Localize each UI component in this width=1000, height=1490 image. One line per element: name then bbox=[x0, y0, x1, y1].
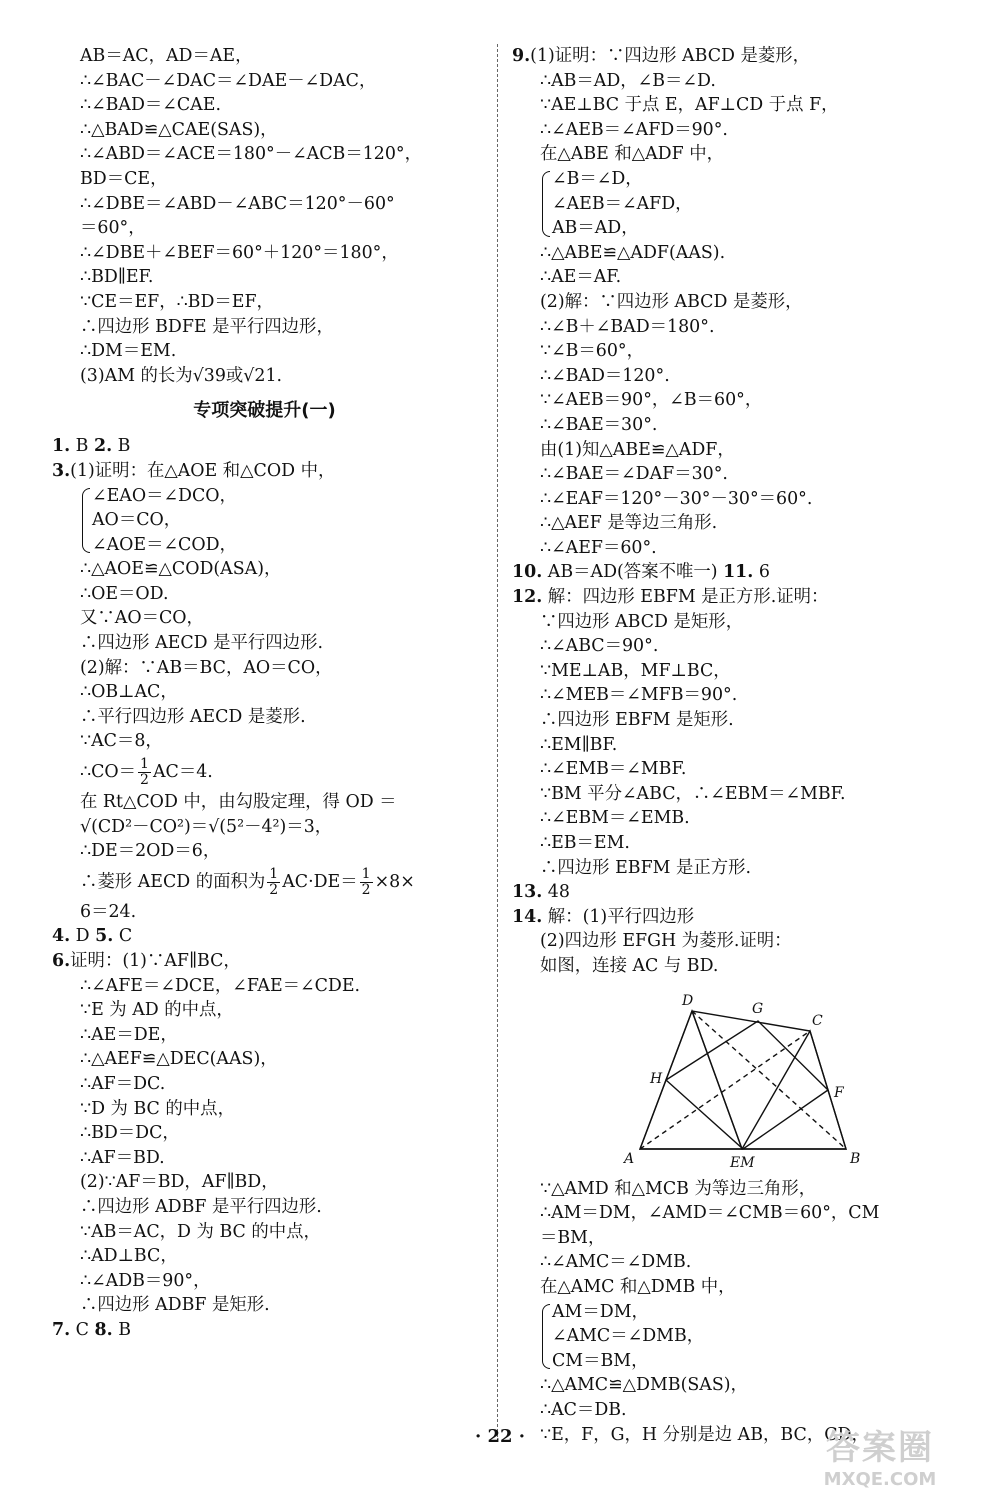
text-line bbox=[512, 683, 952, 708]
text-line bbox=[512, 610, 952, 635]
text-line bbox=[52, 1023, 477, 1048]
line-text: ∴∠DBE＝∠ABD－∠ABC＝120°－60° bbox=[80, 193, 395, 214]
column-divider bbox=[497, 44, 498, 1442]
text-line bbox=[512, 536, 952, 561]
text-line bbox=[512, 1275, 952, 1300]
line-text: ∵D 为 BC 的中点， bbox=[80, 1098, 235, 1119]
problem-number: 12. bbox=[512, 587, 543, 608]
problem-number: 5. bbox=[95, 926, 114, 947]
line-text: D bbox=[70, 926, 96, 947]
problem-number: 10. bbox=[512, 562, 543, 583]
problem-number: 13. bbox=[512, 882, 543, 903]
line-text: ＝60°， bbox=[80, 218, 146, 239]
text-line bbox=[512, 462, 952, 487]
left-column bbox=[52, 44, 477, 1343]
watermark-url: MXQE.COM bbox=[823, 1469, 937, 1490]
line-text: 又∵AO＝CO， bbox=[80, 608, 204, 629]
quadrilateral-efgh bbox=[666, 1021, 828, 1149]
fraction bbox=[267, 867, 280, 898]
line-text: ∴四边形 EBFM 是矩形. bbox=[540, 710, 734, 731]
line-text: ∴∠EBM＝∠EMB. bbox=[540, 808, 690, 829]
text-line bbox=[52, 1121, 477, 1146]
fraction-suffix: ×8× bbox=[374, 871, 415, 892]
line-text: ∴AE＝AF. bbox=[540, 267, 622, 288]
text-line bbox=[512, 1201, 952, 1226]
text-line bbox=[512, 265, 952, 290]
text-line bbox=[512, 585, 952, 610]
text-line bbox=[52, 1195, 477, 1220]
text-line bbox=[52, 1220, 477, 1245]
line-text: 在△ABE 和△ADF 中， bbox=[540, 144, 724, 165]
text-line bbox=[512, 560, 952, 585]
system-line: ∠AOE＝∠COD， bbox=[92, 534, 237, 555]
text-line bbox=[52, 290, 477, 315]
line-text: ∵BM 平分∠ABC，∴∠EBM＝∠MBF. bbox=[540, 783, 846, 804]
line-text: ∵∠B＝60°， bbox=[540, 341, 645, 362]
text-line bbox=[512, 388, 952, 413]
text-line bbox=[52, 315, 477, 340]
label-g: G bbox=[752, 1000, 764, 1017]
line-text: ∴∠BAD＝120°. bbox=[540, 365, 670, 386]
line-text: ∴平行四边形 AECD 是菱形. bbox=[80, 706, 306, 727]
problem-number: 6. bbox=[52, 951, 71, 971]
line-text: ∵AC＝8， bbox=[80, 731, 163, 752]
line-text: ∴∠EAF＝120°－30°－30°＝60°. bbox=[540, 488, 813, 509]
text-line bbox=[52, 1072, 477, 1097]
line-text: 6＝24. bbox=[80, 901, 137, 922]
system-line: AB＝AD， bbox=[552, 218, 639, 239]
problem-number: 7. bbox=[52, 1319, 71, 1340]
text-line bbox=[52, 582, 477, 607]
line-text: (2)四边形 EFGH 为菱形.证明： bbox=[540, 931, 792, 952]
line-text: 6 bbox=[753, 562, 770, 583]
line-text: ∴四边形 EBFM 是正方形. bbox=[540, 857, 752, 878]
line-text: B bbox=[112, 436, 131, 457]
fraction-denominator: 2 bbox=[269, 881, 279, 898]
label-d: D bbox=[682, 992, 694, 1009]
line-text: ∴△AEF 是等边三角形. bbox=[540, 513, 718, 534]
line-text: ∴△AMC≌△DMB(SAS)， bbox=[540, 1375, 748, 1396]
text-line bbox=[512, 315, 952, 340]
text-line bbox=[52, 998, 477, 1023]
text-line bbox=[52, 192, 477, 217]
text-line bbox=[52, 729, 477, 754]
text-line bbox=[52, 1097, 477, 1122]
line-text: 48 bbox=[542, 882, 570, 903]
diagonal-ac bbox=[640, 1031, 810, 1149]
text-line bbox=[52, 680, 477, 705]
text-line bbox=[512, 1398, 952, 1423]
line-text: ∴EM∥BF. bbox=[540, 734, 618, 755]
line-text: ∴四边形 ADBF 是平行四边形. bbox=[80, 1196, 322, 1217]
text-line bbox=[52, 1047, 477, 1072]
text-line bbox=[512, 413, 952, 438]
fraction-numerator: 1 bbox=[361, 865, 371, 882]
line-text: ∴△AEF≌△DEC(AAS)， bbox=[80, 1049, 278, 1070]
line-text: 由(1)知△ABE≌△ADF， bbox=[540, 439, 735, 460]
line-text: ∵E 为 AD 的中点， bbox=[80, 1000, 234, 1021]
line-text: ∴△ABE≌△ADF(AAS). bbox=[540, 242, 726, 263]
text-line bbox=[512, 487, 952, 512]
line-text: ∵CE＝EF，∴BD＝EF， bbox=[80, 291, 274, 312]
label-b: B bbox=[850, 1150, 861, 1167]
line-text: ∴OE＝OD. bbox=[80, 583, 169, 604]
text-line bbox=[512, 806, 952, 831]
line-text: ∴△BAD≌△CAE(SAS)， bbox=[80, 119, 278, 140]
text-line bbox=[52, 656, 477, 681]
text-line bbox=[512, 856, 952, 881]
line-text: ∴AM＝DM，∠AMD＝∠CMB＝60°，CM bbox=[540, 1203, 880, 1224]
fraction-prefix: ∴菱形 AECD 的面积为 bbox=[80, 871, 266, 892]
line-text: ∴∠AFE＝∠DCE，∠FAE＝∠CDE. bbox=[80, 975, 361, 996]
label-a: A bbox=[624, 1150, 635, 1167]
figure-container bbox=[512, 979, 952, 1177]
text-line bbox=[52, 142, 477, 167]
text-line bbox=[52, 900, 477, 925]
line-text: ∴∠DBE＋∠BEF＝60°＋120°＝180°， bbox=[80, 242, 399, 263]
text-line bbox=[512, 511, 952, 536]
text-line bbox=[512, 44, 952, 69]
line-text: ∴DM＝EM. bbox=[80, 341, 177, 362]
line-text: ∴∠ABD＝∠ACE＝180°－∠ACB＝120°， bbox=[80, 144, 422, 165]
text-line bbox=[512, 69, 952, 94]
line-text: ∵△AMD 和△MCB 为等边三角形， bbox=[540, 1178, 817, 1199]
text-line bbox=[52, 1170, 477, 1195]
text-line bbox=[512, 290, 952, 315]
text-line bbox=[52, 364, 477, 389]
text-line bbox=[52, 459, 477, 484]
text-line bbox=[52, 974, 477, 999]
text-line bbox=[512, 708, 952, 733]
text-line bbox=[512, 438, 952, 463]
text-line bbox=[512, 880, 952, 905]
line-text: ∴BD∥EF. bbox=[80, 267, 154, 288]
line-text: ∵ME⊥AB，MF⊥BC， bbox=[540, 660, 731, 681]
label-em: EM bbox=[730, 1154, 755, 1171]
text-line bbox=[512, 634, 952, 659]
system-line: AM＝DM， bbox=[552, 1301, 649, 1322]
line-text: ∴∠ADB＝90°， bbox=[80, 1270, 211, 1291]
line-text: ∵∠AEB＝90°，∠B＝60°， bbox=[540, 390, 763, 411]
text-line bbox=[512, 782, 952, 807]
line-text: (3)AM 的长为√39或√21. bbox=[80, 365, 283, 386]
text-line bbox=[52, 557, 477, 582]
label-h: H bbox=[650, 1070, 663, 1087]
problem-number: 2. bbox=[94, 436, 113, 457]
line-text: (1)证明：∵四边形 ABCD 是菱形， bbox=[530, 46, 811, 66]
text-line bbox=[512, 905, 952, 930]
watermark bbox=[780, 1420, 980, 1490]
text-line bbox=[52, 1318, 477, 1343]
system-line: AO＝CO， bbox=[92, 510, 182, 531]
page-number: · 22 · bbox=[474, 1426, 526, 1447]
line-text: ∴∠B＋∠BAD＝180°. bbox=[540, 316, 715, 337]
text-line bbox=[52, 705, 477, 730]
line-text: ∴四边形 AECD 是平行四边形. bbox=[80, 633, 323, 654]
section-heading: 专项突破提升(一) bbox=[193, 400, 336, 422]
fraction bbox=[360, 867, 373, 898]
right-column bbox=[512, 44, 952, 1447]
text-line bbox=[52, 216, 477, 241]
line-text: ∴EB＝EM. bbox=[540, 833, 630, 853]
text-line bbox=[52, 1244, 477, 1269]
problem-number: 8. bbox=[94, 1319, 113, 1340]
text-line bbox=[512, 929, 952, 954]
text-line bbox=[512, 954, 952, 979]
line-text: ∵AB＝AC，D 为 BC 的中点， bbox=[80, 1221, 321, 1242]
line-text: ∴∠AEB＝∠AFD＝90°. bbox=[540, 119, 728, 140]
line-text: √(CD²－CO²)＝√(5²－4²)＝3， bbox=[80, 816, 333, 837]
text-line bbox=[52, 924, 477, 949]
line-text: BD＝CE， bbox=[80, 168, 168, 189]
text-line bbox=[512, 118, 952, 143]
text-line bbox=[52, 606, 477, 631]
line-text: ∴四边形 BDFE 是平行四边形， bbox=[80, 316, 334, 337]
line-text: ∴∠EMB＝∠MBF. bbox=[540, 759, 687, 780]
text-line bbox=[512, 831, 952, 856]
system-line: ∠AEB＝∠AFD， bbox=[552, 193, 693, 214]
label-c: C bbox=[812, 1012, 823, 1029]
text-line bbox=[512, 339, 952, 364]
line-text: ∴∠BAC－∠DAC＝∠DAE－∠DAC， bbox=[80, 70, 377, 91]
line-text: ∴AC＝DB. bbox=[540, 1399, 627, 1420]
text-line bbox=[512, 364, 952, 389]
text-line bbox=[52, 118, 477, 143]
line-text: B bbox=[112, 1319, 131, 1340]
text-line bbox=[52, 790, 477, 815]
problem-number: 11. bbox=[723, 562, 754, 583]
line-text: 在△AMC 和△DMB 中， bbox=[540, 1276, 736, 1297]
line-text: 在 Rt△COD 中，由勾股定理，得 OD ＝ bbox=[80, 792, 397, 813]
line-text: ＝BM， bbox=[540, 1227, 606, 1248]
text-line bbox=[512, 142, 952, 167]
problem-number: 1. bbox=[52, 436, 71, 457]
line-text: 如图，连接 AC 与 BD. bbox=[540, 955, 719, 976]
line-text: ∵四边形 ABCD 是矩形， bbox=[540, 611, 744, 632]
text-line-fraction bbox=[52, 754, 477, 790]
line-text: ∴DE＝2OD＝6， bbox=[80, 841, 221, 862]
text-line bbox=[52, 1269, 477, 1294]
line-text: AB＝AD(答案不唯一) bbox=[542, 562, 724, 583]
text-line bbox=[52, 839, 477, 864]
line-text: ∴AB＝AD，∠B＝∠D. bbox=[540, 70, 716, 91]
text-line bbox=[52, 265, 477, 290]
line-text: ∴∠BAE＝30°. bbox=[540, 414, 658, 435]
line-text: ∴∠AMC＝∠DMB. bbox=[540, 1252, 692, 1273]
line-text: (2)解：∵AB＝BC，AO＝CO， bbox=[80, 657, 333, 678]
text-line bbox=[52, 69, 477, 94]
line-text: 解：四边形 EBFM 是正方形.证明： bbox=[542, 587, 829, 608]
text-line bbox=[512, 1373, 952, 1398]
problem-number: 4. bbox=[52, 926, 71, 947]
text-line bbox=[52, 815, 477, 840]
geometry-figure bbox=[622, 979, 862, 1171]
text-line bbox=[512, 1226, 952, 1251]
triangle-mcb bbox=[742, 1031, 846, 1149]
line-text: C bbox=[113, 926, 133, 947]
text-line bbox=[52, 1146, 477, 1171]
text-line bbox=[52, 434, 477, 459]
fraction-prefix: ∴CO＝ bbox=[80, 762, 137, 783]
line-text: B bbox=[70, 436, 94, 457]
text-line bbox=[512, 1250, 952, 1275]
fraction bbox=[138, 757, 151, 788]
line-text: ∴AD⊥BC， bbox=[80, 1246, 178, 1267]
equation-system bbox=[512, 1300, 952, 1374]
line-text: ∴四边形 ADBF 是矩形. bbox=[80, 1295, 270, 1316]
line-text: C bbox=[70, 1319, 95, 1340]
line-text: 解：(1)平行四边形 bbox=[542, 906, 695, 927]
line-text: ∴∠BAE＝∠DAF＝30°. bbox=[540, 464, 728, 485]
line-text: (2)解：∵四边形 ABCD 是菱形， bbox=[540, 291, 803, 312]
fraction-numerator: 1 bbox=[269, 865, 279, 882]
text-line-fraction bbox=[52, 864, 477, 900]
text-line bbox=[52, 339, 477, 364]
watermark-logo: 答案圈 bbox=[826, 1428, 934, 1468]
system-line: ∠AMC＝∠DMB， bbox=[552, 1326, 705, 1347]
line-text: ∴BD＝DC， bbox=[80, 1123, 180, 1144]
text-line bbox=[512, 1177, 952, 1202]
line-text: (2)∵AF＝BD，AF∥BD， bbox=[80, 1172, 279, 1193]
line-text: ∴∠BAD＝∠CAE. bbox=[80, 95, 221, 116]
line-text: ∴AE＝DE， bbox=[80, 1024, 178, 1045]
label-f: F bbox=[834, 1084, 844, 1101]
text-line bbox=[52, 241, 477, 266]
text-line bbox=[52, 44, 477, 69]
line-text: ∴∠MEB＝∠MFB＝90°. bbox=[540, 685, 738, 706]
line-text: ∵AE⊥BC 于点 E，AF⊥CD 于点 F， bbox=[540, 95, 839, 116]
text-line bbox=[52, 93, 477, 118]
problem-number: 14. bbox=[512, 906, 543, 927]
text-line bbox=[512, 757, 952, 782]
text-line bbox=[512, 241, 952, 266]
fraction-denominator: 2 bbox=[361, 881, 371, 898]
line-text: ∴△AOE≌△COD(ASA)， bbox=[80, 559, 282, 580]
text-line bbox=[512, 733, 952, 758]
problem-number: 3. bbox=[52, 460, 71, 481]
text-line bbox=[52, 1293, 477, 1318]
text-line bbox=[512, 659, 952, 684]
fraction-suffix: AC＝4. bbox=[152, 762, 213, 783]
segment-md bbox=[692, 1011, 742, 1149]
fraction-numerator: 1 bbox=[140, 756, 149, 773]
line-text: ∵E，F，G，H 分别是边 AB，BC，CD， bbox=[540, 1424, 869, 1445]
system-line: ∠B＝∠D， bbox=[552, 168, 643, 189]
line-text: ∴AF＝BD. bbox=[80, 1147, 165, 1168]
text-line bbox=[52, 631, 477, 656]
line-text: ∴AF＝DC. bbox=[80, 1073, 166, 1094]
equation-system bbox=[512, 167, 952, 241]
text-line bbox=[52, 167, 477, 192]
system-line: ∠EAO＝∠DCO， bbox=[92, 485, 237, 506]
line-text: ∴OB⊥AC， bbox=[80, 682, 178, 703]
line-text: ∴∠AEF＝60°. bbox=[540, 537, 657, 558]
system-line: CM＝BM， bbox=[552, 1350, 649, 1371]
line-text: ∴∠ABC＝90°. bbox=[540, 636, 659, 657]
text-line bbox=[512, 93, 952, 118]
line-text: AB＝AC，AD＝AE， bbox=[80, 46, 253, 66]
problem-number: 9. bbox=[512, 46, 531, 66]
line-text: (1)证明：在△AOE 和△COD 中， bbox=[70, 460, 336, 481]
line-text: 证明：(1)∵AF∥BC， bbox=[70, 951, 241, 971]
text-line bbox=[52, 949, 477, 974]
equation-system bbox=[52, 484, 477, 558]
fraction-middle: AC·DE＝ bbox=[282, 871, 358, 892]
fraction-denominator: 2 bbox=[140, 772, 149, 789]
